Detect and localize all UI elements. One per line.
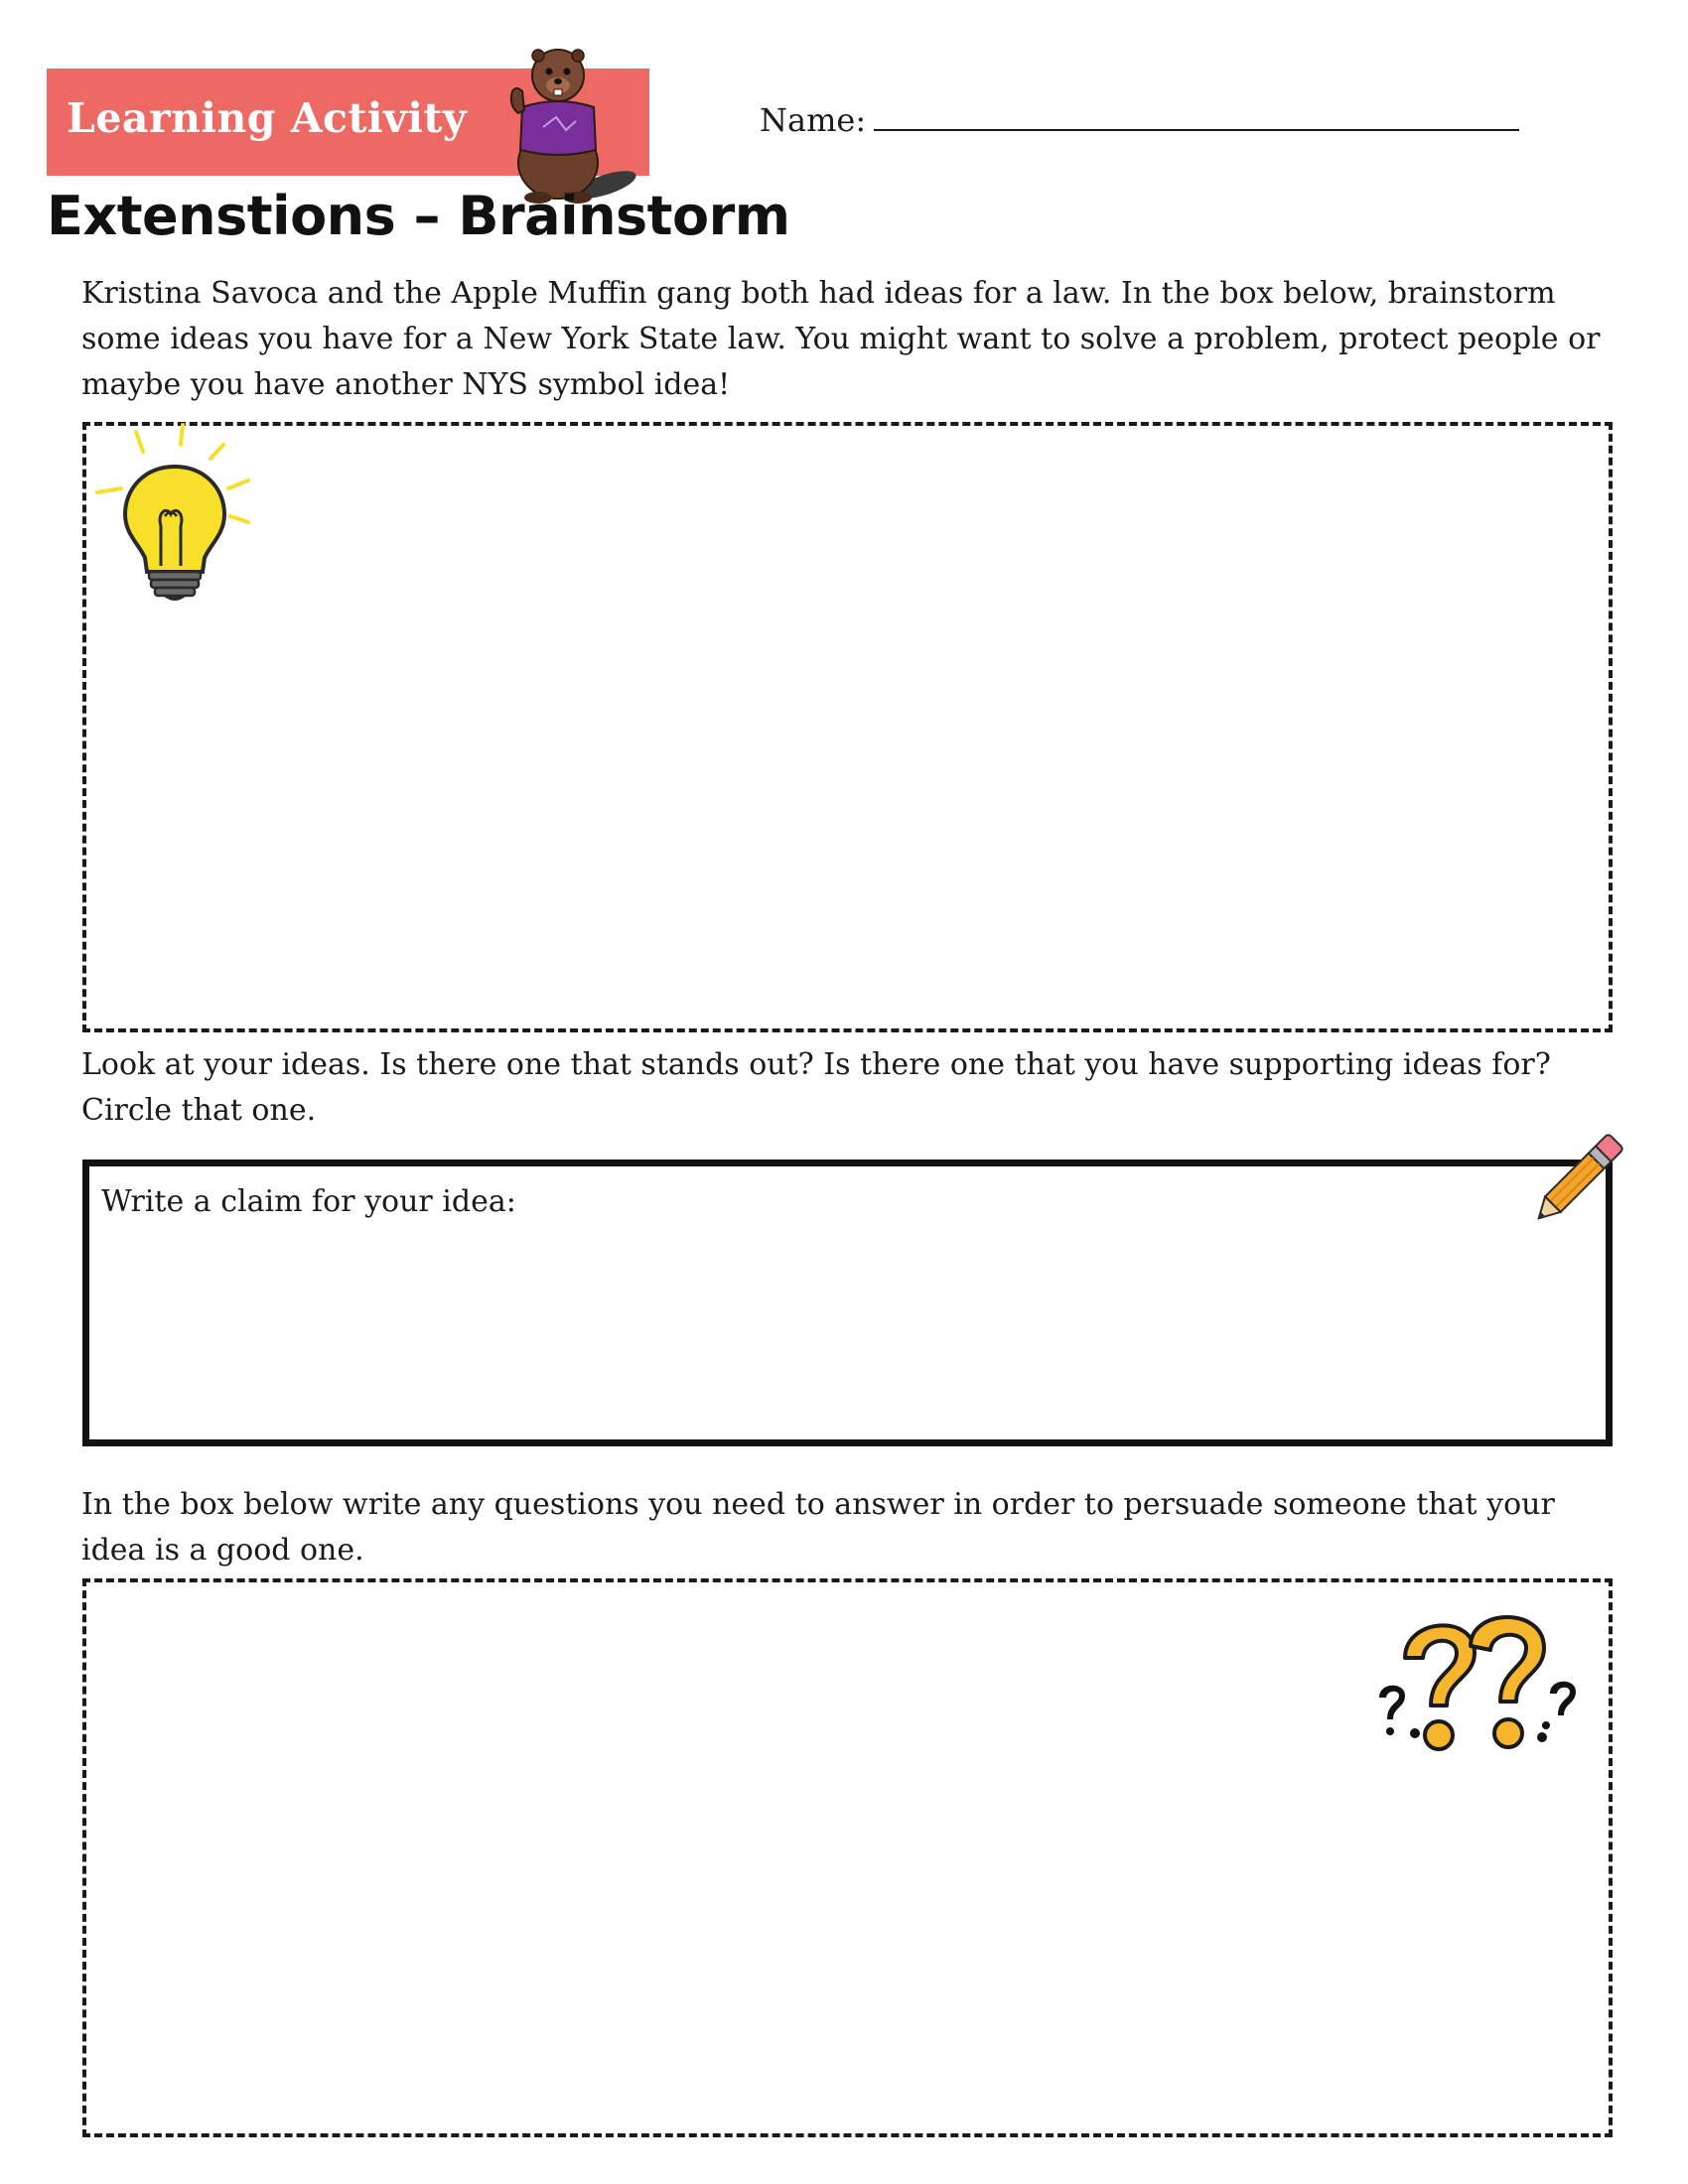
claim-label: Write a claim for your idea: xyxy=(101,1184,516,1219)
questions-instructions: In the box below write any questions you need to answer in order to persuade someone that your idea is a good one. xyxy=(81,1487,1555,1568)
intro-instructions: Kristina Savoca and the Apple Muffin gang both had ideas for a law. In the box below, brainstorm some ideas you have for a New York State law. You might want to solve a problem, protect people or maybe you have another NYS symbol idea! xyxy=(81,276,1601,402)
page-title: Extenstions – Brainstorm xyxy=(47,185,790,247)
claim-box[interactable] xyxy=(82,1160,1613,1446)
banner-label: Learning Activity xyxy=(67,94,468,142)
beaver-icon xyxy=(489,36,647,205)
pencil-icon xyxy=(1514,1114,1643,1243)
brainstorm-box[interactable] xyxy=(82,422,1613,1032)
circle-instructions: Look at your ideas. Is there one that stands out? Is there one that you have supporting ideas for? Circle that one. xyxy=(81,1047,1551,1128)
name-field[interactable] xyxy=(760,99,1519,139)
name-label: Name: xyxy=(760,101,867,139)
lightbulb-icon xyxy=(91,417,250,606)
name-blank-line[interactable] xyxy=(874,99,1519,131)
question-marks-icon xyxy=(1375,1598,1584,1772)
